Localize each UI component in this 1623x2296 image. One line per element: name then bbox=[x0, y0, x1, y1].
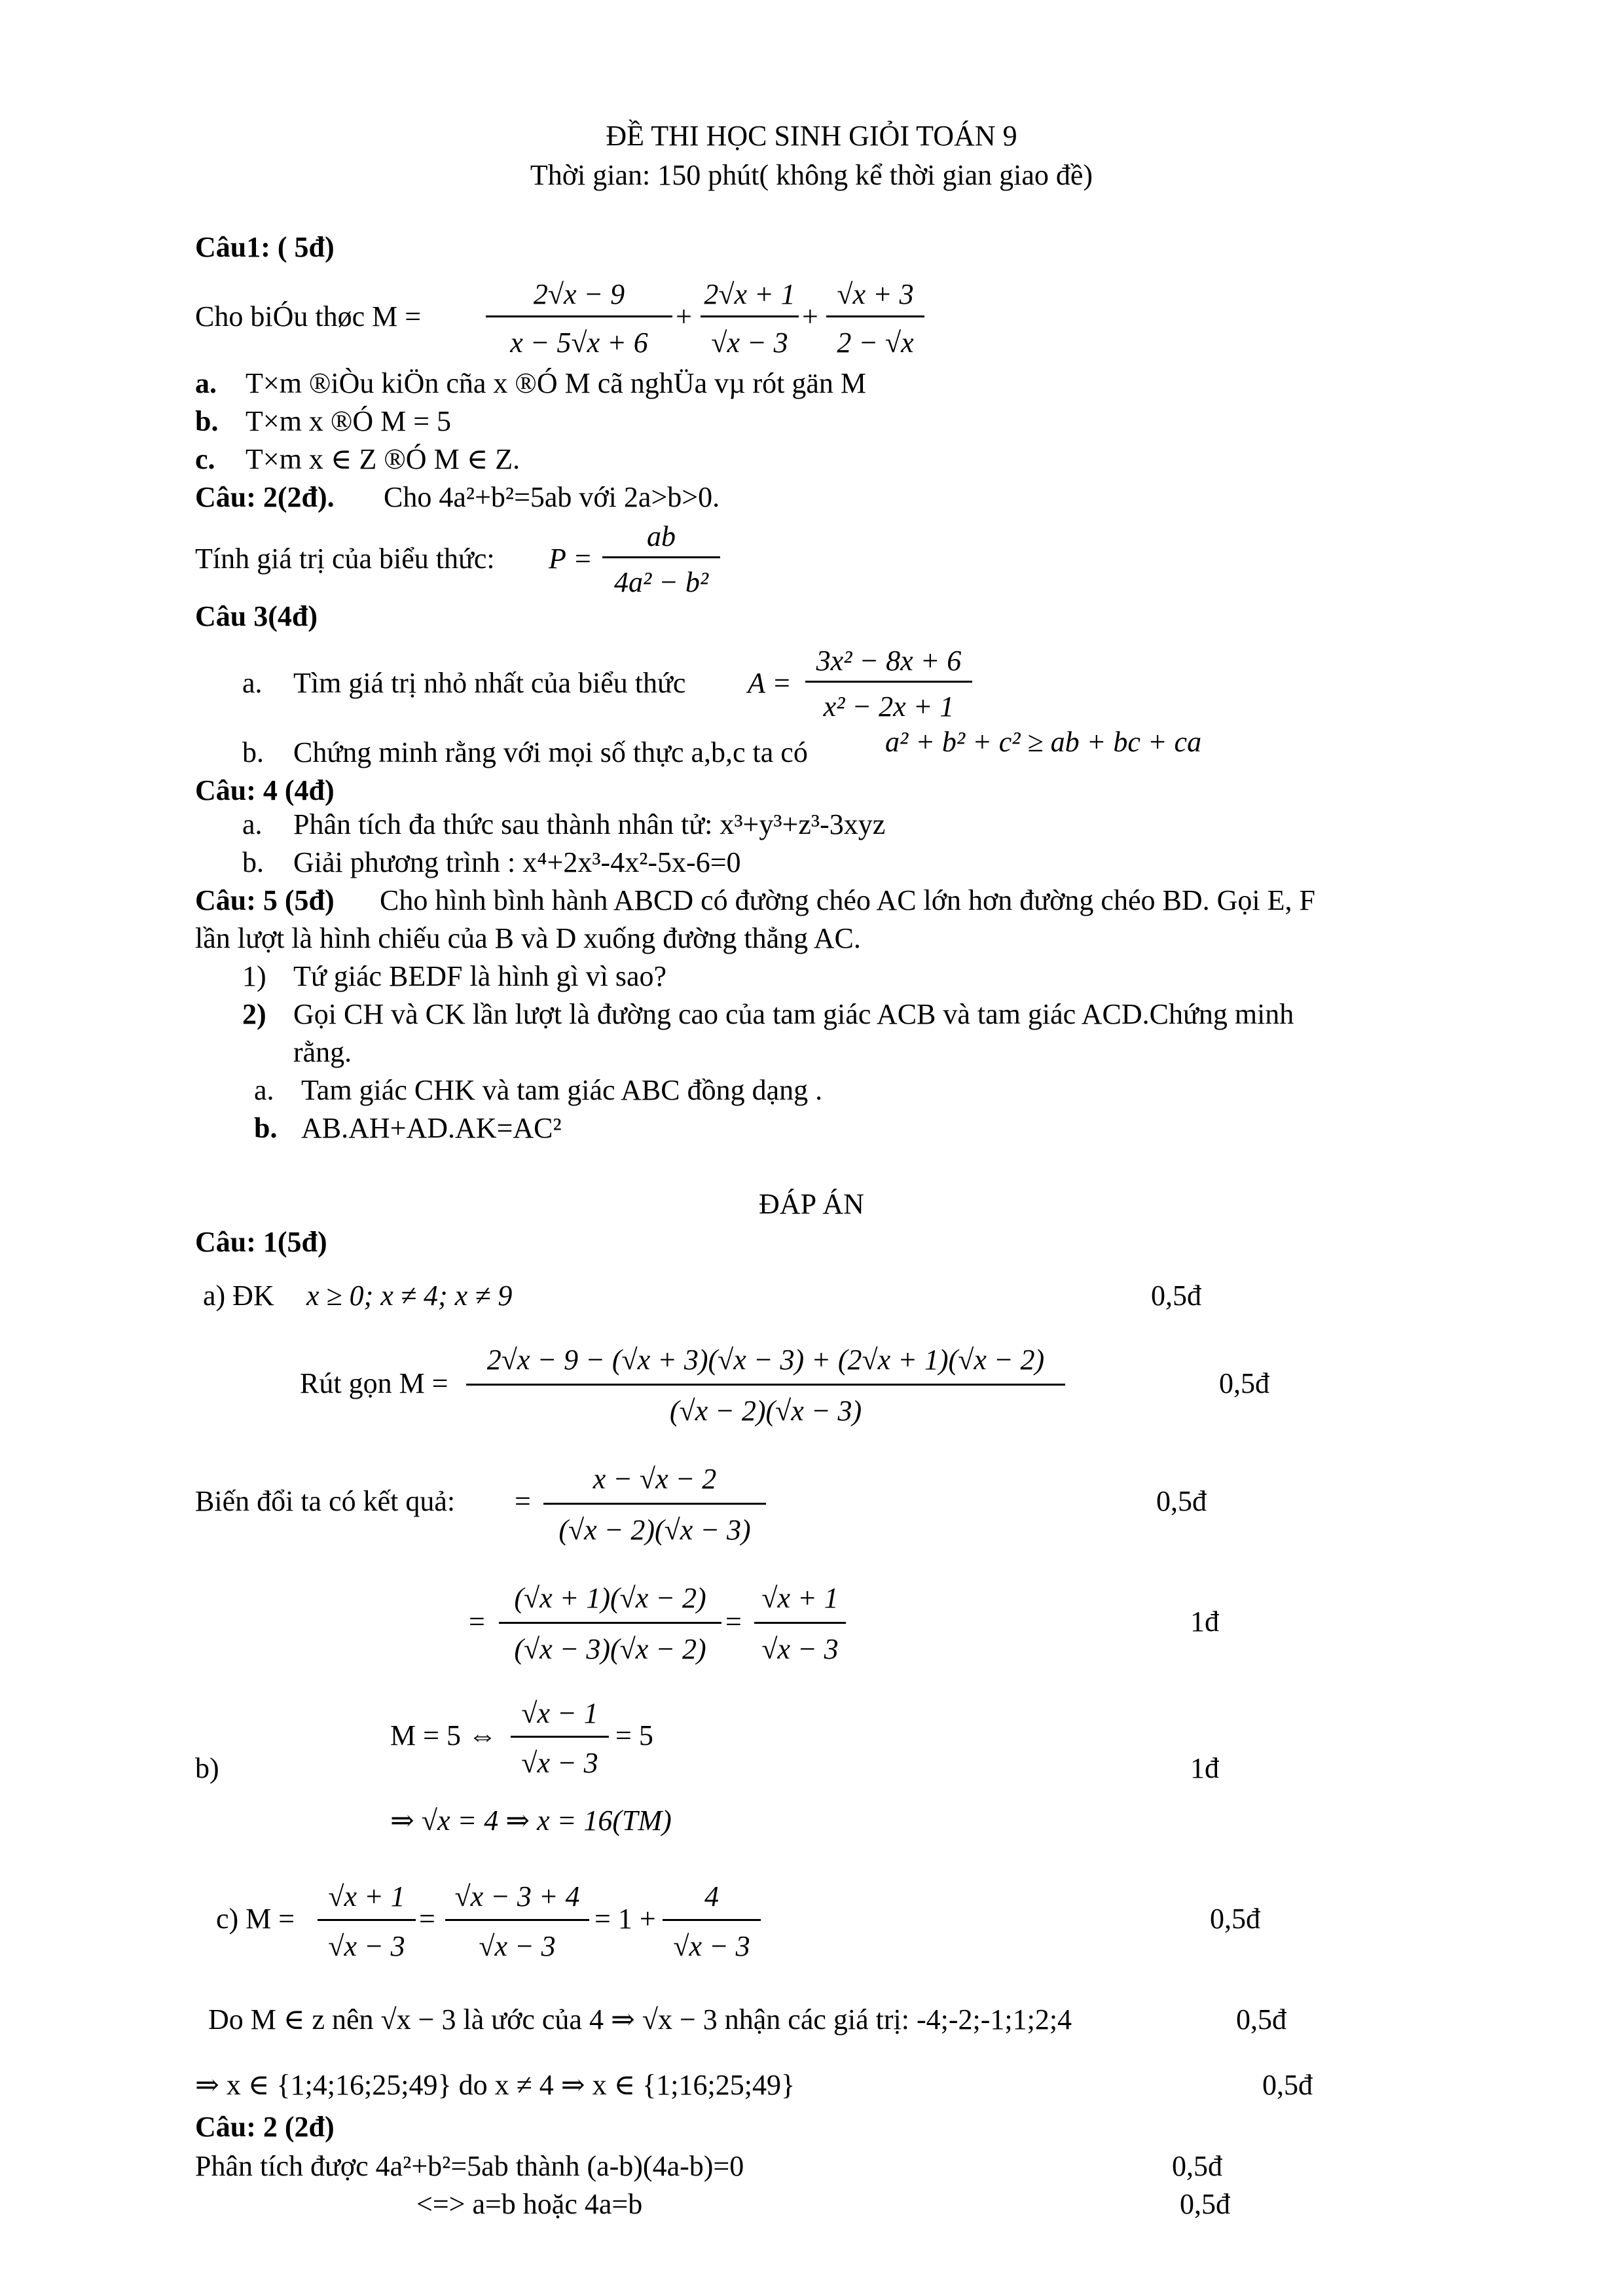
answer-b-fraction bbox=[511, 1693, 609, 1784]
answer-a-label: a) ĐK bbox=[203, 1280, 274, 1312]
answer-q2-heading: Câu: 2 (2đ) bbox=[195, 2111, 335, 2143]
simplify-label: Rút gọn M = bbox=[300, 1367, 448, 1399]
q2-intro: Tính giá trị của biểu thức: bbox=[195, 543, 495, 575]
q1-f3-denominator: 2 − √x bbox=[837, 327, 914, 359]
answer-q1-heading: Câu: 1(5đ) bbox=[195, 1226, 327, 1258]
answer-b-numerator: √x − 1 bbox=[521, 1697, 598, 1729]
answer-c-fraction-3 bbox=[663, 1876, 761, 1967]
q1-intro: Cho biÓu thøc M = bbox=[195, 300, 422, 332]
fraction-bar bbox=[511, 1736, 609, 1738]
answer-c-fraction-2 bbox=[445, 1876, 589, 1967]
q1-fraction-2 bbox=[701, 275, 799, 360]
q5-item2-line2: rằng. bbox=[293, 1036, 352, 1068]
final-numerator-2: √x + 1 bbox=[761, 1582, 839, 1614]
transform-numerator: x − √x − 2 bbox=[593, 1463, 717, 1495]
q5-sub-b-label: b. bbox=[254, 1112, 278, 1144]
answer-c-numerator-2: √x − 3 + 4 bbox=[454, 1880, 580, 1912]
q4-a-label: a. bbox=[242, 808, 263, 840]
score-label: 0,5đ bbox=[1172, 2150, 1222, 2182]
answer-title: ĐÁP ÁN bbox=[759, 1188, 864, 1220]
q4-heading: Câu: 4 (4đ) bbox=[195, 774, 335, 806]
q1-item-b-text: T×m x ®Ó M = 5 bbox=[246, 405, 452, 437]
page-title: ĐỀ THI HỌC SINH GIỎI TOÁN 9 bbox=[606, 120, 1017, 152]
simplify-numerator: 2√x − 9 − (√x + 3)(√x − 3) + (2√x + 1)(√x − 2) bbox=[486, 1344, 1045, 1376]
score-label: 0,5đ bbox=[1210, 1903, 1260, 1935]
q3-b-label: b. bbox=[242, 736, 264, 768]
equals-sign: = bbox=[419, 1903, 435, 1935]
answer-b-label: b) bbox=[195, 1752, 219, 1784]
q5-item2-line1: Gọi CH và CK lần lượt là đường cao của tam giác ACB và tam giác ACD.Chứng minh bbox=[293, 998, 1294, 1030]
q5-sub-a: Tam giác CHK và tam giác ABC đồng dạng . bbox=[301, 1074, 823, 1106]
answer-c-line3: ⇒ x ∈ {1;4;16;25;49} do x ≠ 4 ⇒ x ∈ {1;16;25;49} bbox=[195, 2069, 795, 2101]
fraction-bar bbox=[486, 315, 672, 317]
q5-item1: Tứ giác BEDF là hình gì vì sao? bbox=[293, 960, 667, 992]
simplify-fraction bbox=[466, 1339, 1065, 1431]
score-label: 0,5đ bbox=[1151, 1280, 1201, 1312]
answer-b-lhs: M = 5 ⇔ bbox=[390, 1719, 497, 1751]
q1-f2-numerator: 2√x + 1 bbox=[704, 278, 795, 310]
q4-b-label: b. bbox=[242, 846, 264, 878]
fraction-bar bbox=[543, 1503, 766, 1505]
answer-b-rhs: = 5 bbox=[615, 1719, 653, 1751]
q1-f2-denominator: √x − 3 bbox=[711, 327, 788, 359]
q1-item-c-text: T×m x ∈ Z ®Ó M ∈ Z. bbox=[246, 443, 520, 475]
q1-fraction-3 bbox=[826, 275, 924, 360]
score-label: 0,5đ bbox=[1180, 2188, 1230, 2220]
q2-fraction bbox=[602, 517, 720, 602]
q4-a-text: Phân tích đa thức sau thành nhân tử: x³+y³+z³-3xyz bbox=[293, 808, 886, 840]
final-numerator-1: (√x + 1)(√x − 2) bbox=[514, 1582, 706, 1614]
answer-c-fraction-1 bbox=[318, 1876, 416, 1967]
transform-label: Biến đổi ta có kết quả: bbox=[195, 1485, 456, 1517]
fraction-bar bbox=[701, 315, 799, 317]
q5-line1: Cho hình bình hành ABCD có đường chéo AC lớn hơn đường chéo BD. Gọi E, F bbox=[380, 884, 1315, 916]
final-denominator-2: √x − 3 bbox=[761, 1633, 839, 1665]
q3-a-fraction bbox=[805, 641, 972, 726]
q5-sub-b: AB.AH+AD.AK=AC² bbox=[301, 1112, 562, 1144]
q3-b-inequality: a² + b² + c² ≥ ab + bc + ca bbox=[885, 726, 1202, 758]
answer-q2-line2: <=> a=b hoặc 4a=b bbox=[416, 2188, 643, 2220]
q3-heading: Câu 3(4đ) bbox=[195, 600, 318, 632]
q1-f1-numerator: 2√x − 9 bbox=[533, 278, 625, 310]
q3-a-text: Tìm giá trị nhỏ nhất của biểu thức bbox=[293, 667, 686, 699]
q1-item-c-label: c. bbox=[195, 443, 215, 475]
simplify-denominator: (√x − 2)(√x − 3) bbox=[669, 1395, 862, 1427]
q2-numerator: ab bbox=[647, 520, 676, 552]
q1-f1-denominator: x − 5√x + 6 bbox=[510, 327, 648, 359]
fraction-bar bbox=[754, 1622, 846, 1624]
q2-text: Cho 4a²+b²=5ab với 2a>b>0. bbox=[384, 481, 720, 513]
transform-denominator: (√x − 2)(√x − 3) bbox=[558, 1514, 751, 1546]
final-fraction-2 bbox=[754, 1577, 846, 1669]
answer-c-numerator-3: 4 bbox=[704, 1880, 719, 1912]
answer-c-numerator-1: √x + 1 bbox=[328, 1880, 405, 1912]
q1-heading: Câu1: ( 5đ) bbox=[195, 231, 335, 263]
fraction-bar bbox=[602, 556, 720, 558]
fraction-bar bbox=[805, 681, 972, 683]
answer-a-condition: x ≥ 0; x ≠ 4; x ≠ 9 bbox=[306, 1280, 513, 1312]
answer-b-line2: ⇒ √x = 4 ⇒ x = 16(TM) bbox=[390, 1804, 672, 1837]
equals-sign: = bbox=[469, 1605, 485, 1638]
q4-b-text: Giải phương trình : x⁴+2x³-4x²-5x-6=0 bbox=[293, 846, 741, 878]
fraction-bar bbox=[318, 1919, 416, 1921]
transform-fraction bbox=[543, 1458, 766, 1550]
q5-line2: lần lượt là hình chiếu của B và D xuống đường thẳng AC. bbox=[195, 922, 861, 954]
score-label: 1đ bbox=[1190, 1605, 1219, 1638]
plus-sign: + bbox=[802, 300, 818, 332]
fraction-bar bbox=[499, 1622, 721, 1624]
score-label: 1đ bbox=[1190, 1752, 1219, 1784]
answer-c-label: c) M = bbox=[216, 1903, 295, 1935]
answer-q2-line1: Phân tích được 4a²+b²=5ab thành (a-b)(4a-b)=0 bbox=[195, 2150, 744, 2182]
q5-heading: Câu: 5 (5đ) bbox=[195, 884, 335, 916]
q3-a-lhs: A = bbox=[748, 667, 792, 699]
answer-c-denominator-2: √x − 3 bbox=[479, 1930, 556, 1962]
q1-f3-numerator: √x + 3 bbox=[837, 278, 914, 310]
fraction-bar bbox=[826, 315, 924, 317]
final-denominator-1: (√x − 3)(√x − 2) bbox=[514, 1633, 706, 1665]
q3-a-numerator: 3x² − 8x + 6 bbox=[816, 645, 962, 677]
answer-b-denominator: √x − 3 bbox=[521, 1747, 598, 1779]
answer-c-denominator-1: √x − 3 bbox=[328, 1930, 405, 1962]
plus-sign: + bbox=[676, 300, 692, 332]
q3-a-denominator: x² − 2x + 1 bbox=[823, 691, 955, 723]
q5-item1-label: 1) bbox=[242, 960, 266, 992]
q1-item-a-text: T×m ®iÒu kiÖn cña x ®Ó M cã nghÜa vµ rót gän M bbox=[246, 367, 866, 399]
fraction-bar bbox=[663, 1919, 761, 1921]
q3-a-label: a. bbox=[242, 667, 263, 699]
q1-fraction-1 bbox=[486, 275, 672, 360]
answer-c-denominator-3: √x − 3 bbox=[673, 1930, 750, 1962]
q2-lhs: P = bbox=[549, 543, 593, 575]
final-fraction-1 bbox=[499, 1577, 721, 1669]
equals-sign: = bbox=[515, 1485, 531, 1517]
equals-sign: = bbox=[725, 1605, 742, 1638]
fraction-bar bbox=[466, 1384, 1065, 1386]
score-label: 0,5đ bbox=[1236, 2003, 1286, 2036]
page-subtitle: Thời gian: 150 phút( không kể thời gian giao đề) bbox=[530, 159, 1093, 191]
q1-item-b-label: b. bbox=[195, 405, 219, 437]
q1-item-a-label: a. bbox=[195, 367, 217, 399]
answer-c-eq2: = 1 + bbox=[594, 1903, 656, 1935]
q3-b-text: Chứng minh rằng với mọi số thực a,b,c ta có bbox=[293, 736, 808, 768]
q5-item2-label: 2) bbox=[242, 998, 266, 1030]
q2-denominator: 4a² − b² bbox=[613, 566, 709, 598]
score-label: 0,5đ bbox=[1219, 1367, 1269, 1399]
fraction-bar bbox=[445, 1919, 589, 1921]
score-label: 0,5đ bbox=[1156, 1485, 1207, 1517]
score-label: 0,5đ bbox=[1262, 2069, 1313, 2101]
q2-heading: Câu: 2(2đ). bbox=[195, 481, 335, 513]
answer-c-line2: Do M ∈ z nên √x − 3 là ước của 4 ⇒ √x − 3 nhận các giá trị: -4;-2;-1;1;2;4 bbox=[208, 2003, 1072, 2036]
q5-sub-a-label: a. bbox=[254, 1074, 274, 1106]
